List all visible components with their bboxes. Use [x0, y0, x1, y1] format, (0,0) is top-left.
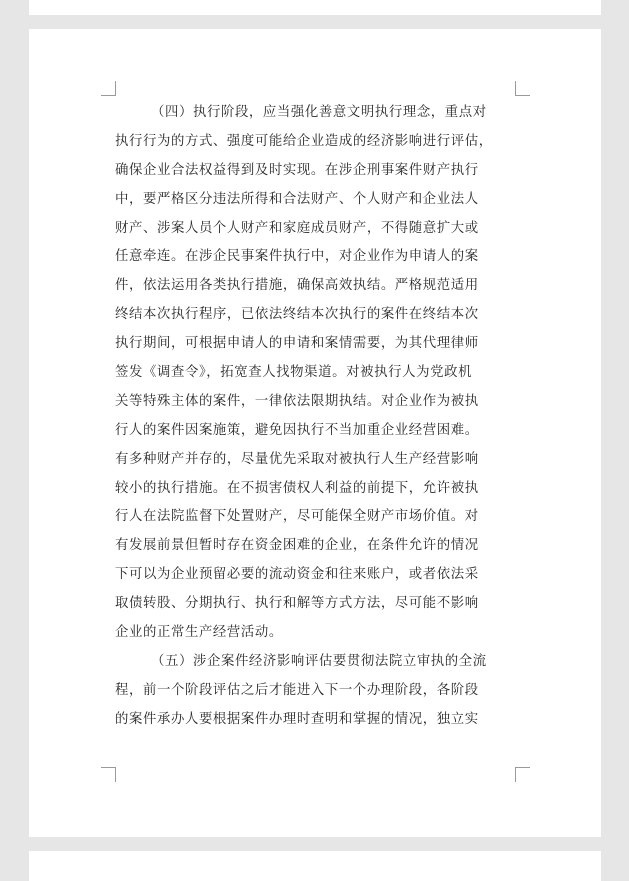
top-right-margin-mark — [515, 81, 530, 96]
paragraph-4-line-6: 任意牵连。在涉企民事案件执行中，对企业作为申请人的案 — [115, 249, 479, 265]
paragraph-4-line-19: 企业的正常生产经营活动。 — [115, 625, 283, 641]
paragraph-4-line-4: 中，要严格区分违法所得和合法财产、个人财产和企业法人 — [115, 191, 479, 207]
document-page — [29, 29, 601, 837]
paragraph-4-line-3: 确保企业合法权益得到及时实现。在涉企刑事案件财产执行 — [115, 162, 479, 178]
previous-page-edge — [29, 0, 601, 15]
paragraph-4-line-11: 关等特殊主体的案件，一律依法限期执结。对企业作为被执 — [115, 393, 479, 409]
paragraph-5-line-2: 程，前一个阶段评估之后才能进入下一个办理阶段，各阶段 — [115, 682, 479, 698]
paragraph-4-line-1: （四）执行阶段，应当强化善意文明执行理念，重点对 — [151, 105, 487, 120]
paragraph-4-line-14: 较小的执行措施。在不损害债权人利益的前提下，允许被执 — [115, 480, 479, 496]
top-left-margin-mark — [101, 81, 116, 96]
paragraph-4-line-2: 执行行为的方式、强度可能给企业造成的经济影响进行评估， — [115, 133, 493, 149]
paragraph-4-line-18: 取债转股、分期执行、执行和解等方式方法，尽可能不影响 — [115, 596, 479, 612]
paragraph-4-line-13: 有多种财产并存的，尽量优先采取对被执行人生产经营影响 — [115, 451, 479, 467]
document-body[interactable] — [115, 99, 517, 735]
paragraph-4-line-5: 财产、涉案人员个人财产和家庭成员财产，不得随意扩大或 — [115, 220, 479, 236]
paragraph-4-line-12: 行人的案件因案施策，避免因执行不当加重企业经营困难。 — [115, 422, 479, 438]
paragraph-4-line-17: 下可以为企业预留必要的流动资金和往来账户，或者依法采 — [115, 567, 479, 583]
paragraph-4-line-7: 件，依法运用各类执行措施，确保高效执结。严格规范适用 — [115, 278, 479, 294]
paragraph-4-line-8: 终结本次执行程序，已依法终结本次执行的案件在终结本次 — [115, 307, 479, 323]
paragraph-5-line-1: （五）涉企案件经济影响评估要贯彻法院立审执的全流 — [151, 653, 487, 669]
next-page-edge — [29, 851, 601, 881]
paragraph-4-line-9: 执行期间，可根据申请人的申请和案情需要，为其代理律师 — [115, 336, 479, 352]
paragraph-4-line-15: 行人在法院监督下处置财产，尽可能保全财产市场价值。对 — [115, 509, 479, 525]
paragraph-4-line-16: 有发展前景但暂时存在资金困难的企业，在条件允许的情况 — [115, 538, 479, 554]
bottom-right-margin-mark — [515, 767, 530, 782]
bottom-left-margin-mark — [101, 767, 116, 782]
paragraph-4-line-10: 签发《调查令》，拓宽查人找物渠道。对被执行人为党政机 — [115, 365, 473, 381]
paragraph-5-line-3: 的案件承办人要根据案件办理时查明和掌握的情况，独立实 — [115, 711, 479, 727]
